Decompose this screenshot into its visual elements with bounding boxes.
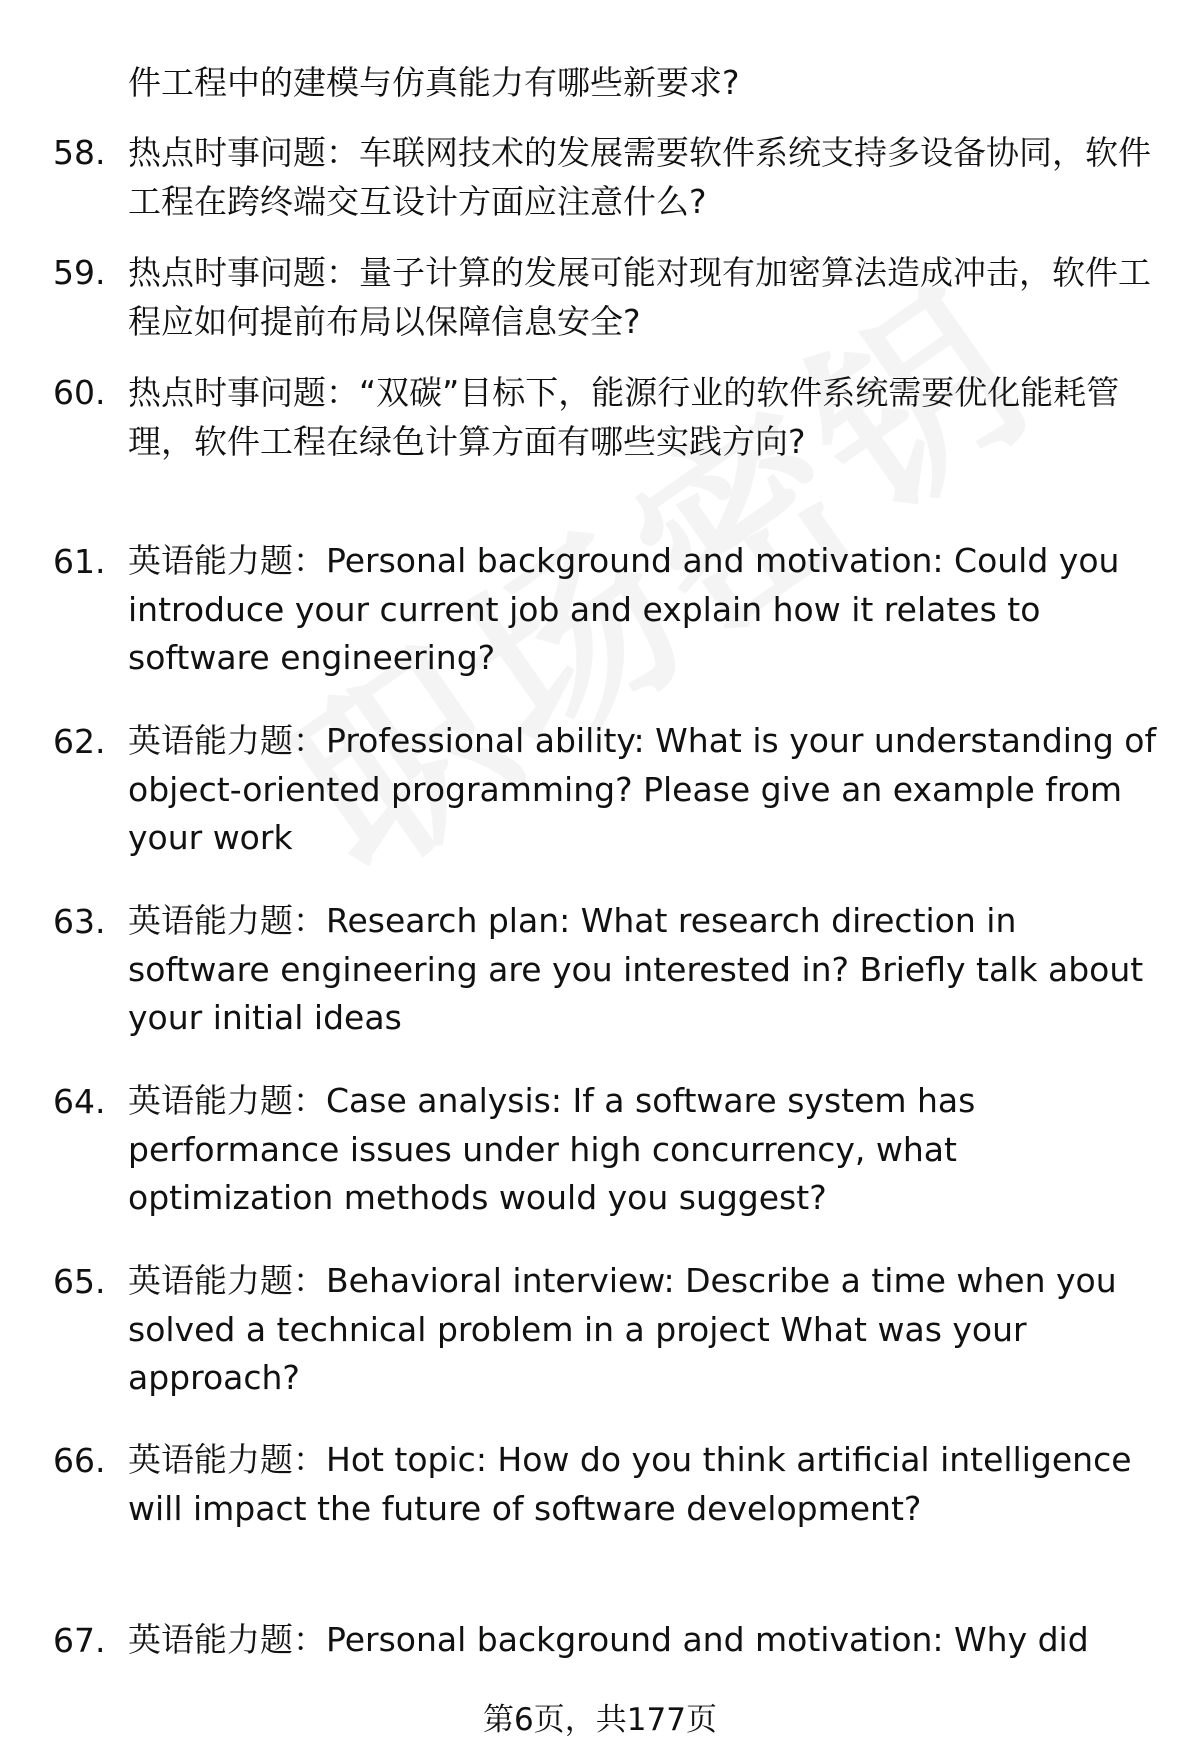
- question-category: 英语能力题：: [128, 1620, 326, 1659]
- question-category: 热点时事问题：: [128, 133, 359, 172]
- question-text: Personal background and motivation: Could you introduce your current job and explain how it relates to software engineering?: [128, 541, 1120, 677]
- question-body: [128, 1257, 1168, 1403]
- question-category: 英语能力题：: [128, 901, 326, 940]
- question-number: 59.: [53, 253, 106, 292]
- continuation-text: 件工程中的建模与仿真能力有哪些新要求?: [128, 63, 740, 102]
- question-body: [128, 1436, 1168, 1533]
- question-body: [128, 128, 1168, 226]
- question-body: [128, 368, 1168, 466]
- question-category: 热点时事问题：: [128, 373, 359, 412]
- question-text: 车联网技术的发展需要软件系统支持多设备协同，软件工程在跨终端交互设计方面应注意什么?: [128, 133, 1151, 221]
- question-number: 61.: [53, 542, 106, 581]
- question-text: Case analysis: If a software system has performance issues under high concurrency, what optimization methods would you suggest?: [128, 1081, 976, 1217]
- question-body: [128, 248, 1168, 346]
- page-footer: 第6页，共177页: [483, 1702, 717, 1738]
- question-number: 66.: [53, 1441, 106, 1480]
- question-number: 65.: [53, 1262, 106, 1301]
- question-number: 62.: [53, 722, 106, 761]
- question-body: [128, 717, 1168, 863]
- question-text: Research plan: What research direction in software engineering are you interested in? Briefly talk about your initial ideas: [128, 901, 1144, 1037]
- question-category: 英语能力题：: [128, 1440, 326, 1479]
- question-body: [128, 537, 1168, 683]
- question-body: [128, 897, 1168, 1043]
- question-category: 英语能力题：: [128, 1081, 326, 1120]
- question-body: [128, 1077, 1168, 1223]
- question-number: 67.: [53, 1621, 106, 1660]
- question-text: Hot topic: How do you think artificial intelligence will impact the future of software development?: [128, 1440, 1132, 1528]
- question-text: “双碳”目标下，能源行业的软件系统需要优化能耗管理，软件工程在绿色计算方面有哪些实践方向?: [128, 373, 1120, 461]
- question-category: 英语能力题：: [128, 721, 326, 760]
- question-number: 64.: [53, 1082, 106, 1121]
- question-category: 热点时事问题：: [128, 253, 359, 292]
- question-category: 英语能力题：: [128, 541, 326, 580]
- question-number: 63.: [53, 902, 106, 941]
- question-number: 60.: [53, 373, 106, 412]
- question-number: 58.: [53, 133, 106, 172]
- question-text: Professional ability: What is your understanding of object-oriented programming? Please give an example from your work: [128, 721, 1157, 857]
- question-category: 英语能力题：: [128, 1261, 326, 1300]
- question-text: 量子计算的发展可能对现有加密算法造成冲击，软件工程应如何提前布局以保障信息安全?: [128, 253, 1151, 341]
- question-text: Behavioral interview: Describe a time when you solved a technical problem in a project What was your approach?: [128, 1261, 1117, 1397]
- question-text: Personal background and motivation: Why did: [326, 1620, 1089, 1659]
- question-body: [128, 1616, 1168, 1665]
